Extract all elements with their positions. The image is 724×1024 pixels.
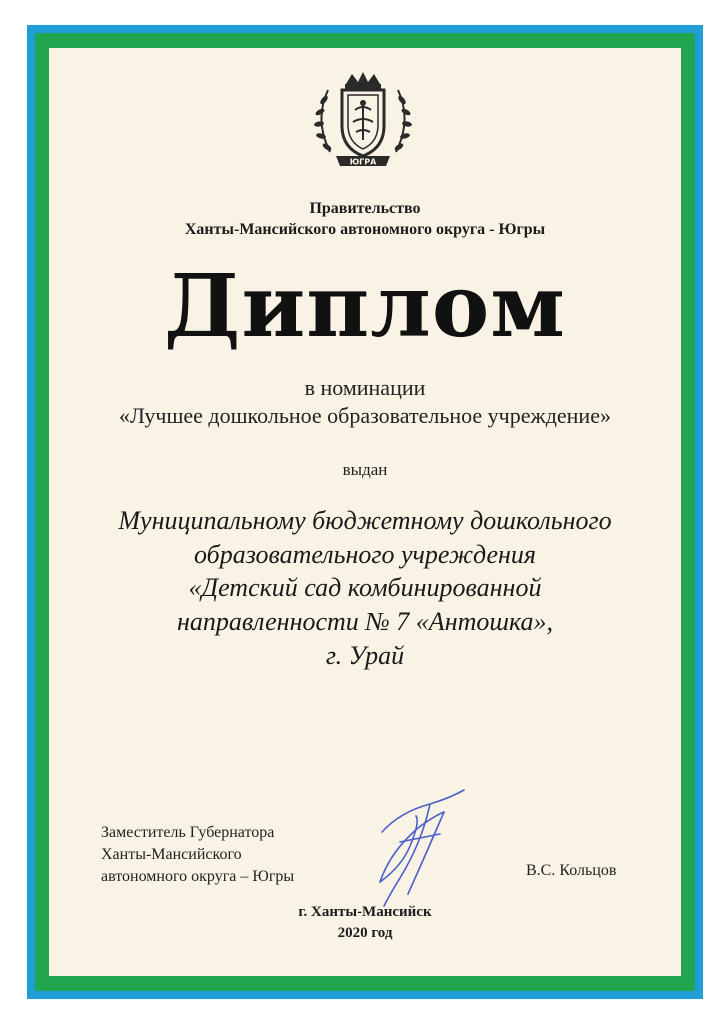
signatory-position-line-1: Заместитель Губернатора [101, 824, 275, 841]
signatory-name: В.С. Кольцов [526, 862, 617, 879]
signatory-position [101, 822, 294, 888]
recipient-line-3: «Детский сад комбинированной [188, 573, 542, 602]
issuer-line-2: Ханты-Мансийского автономного округа - Югры [184, 221, 546, 238]
nomination-line-1: в номинации [304, 375, 426, 400]
svg-text:ЮГРА: ЮГРА [349, 157, 377, 167]
nomination-line-2: «Лучшее дошкольное образовательное учреждение» [119, 403, 611, 428]
signatory-position-line-2: Ханты-Мансийского [101, 846, 242, 863]
recipient-line-4: направленности № 7 «Антошка», [176, 607, 554, 636]
signatory-position-line-3: автономного округа – Югры [101, 868, 295, 885]
issuer-line-1: Правительство [309, 200, 421, 217]
recipient-line-5: г. Урай [325, 641, 405, 670]
recipient-line-2: образовательного учреждения [193, 540, 537, 569]
place-of-issue: г. Ханты-Мансийск [298, 904, 432, 920]
certificate-title: Диплом [164, 256, 566, 357]
handwritten-signature [360, 782, 480, 912]
issue-year: 2020 год [337, 925, 393, 941]
issued-label: выдан [342, 460, 388, 479]
coat-of-arms-icon [308, 70, 418, 176]
recipient-line-1: Муниципальному бюджетному дошкольного [118, 506, 612, 535]
